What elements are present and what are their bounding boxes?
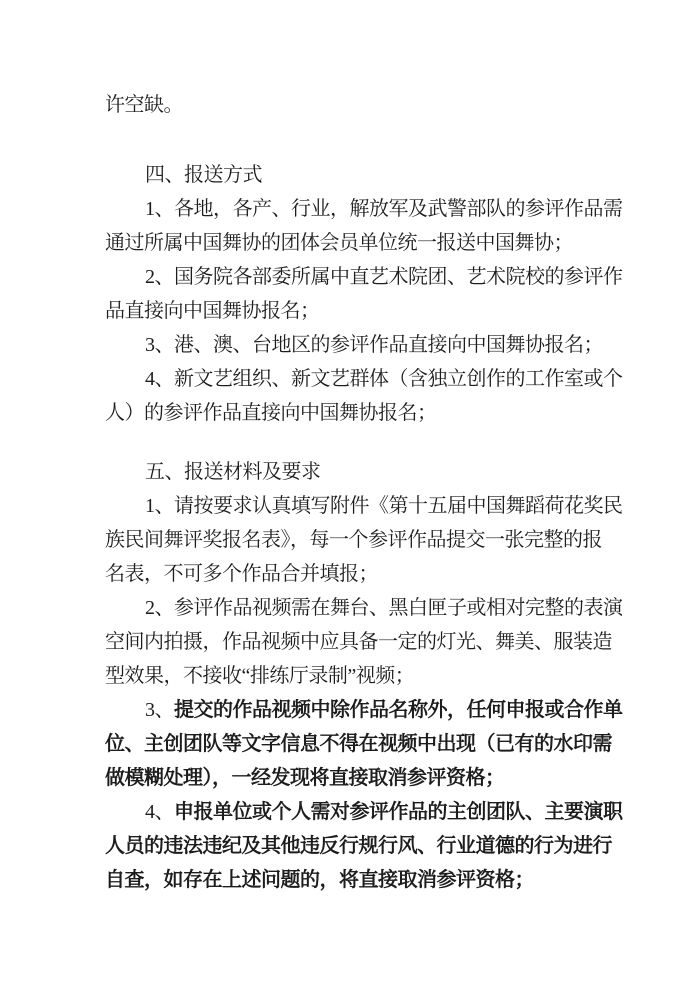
text-line: [105, 294, 605, 328]
line-text: 1、请按要求认真填写附件《第十五届中国舞蹈荷花奖民: [145, 495, 623, 517]
line-text: 3、: [145, 699, 174, 721]
text-line: [105, 226, 605, 260]
text-line: [105, 396, 605, 430]
line-text: 位、主创团队等文字信息不得在视频中出现（已有的水印需: [105, 733, 612, 755]
line-text: 1、各地，各产、行业，解放军及武警部队的参评作品需: [145, 198, 623, 220]
text-line: [105, 88, 605, 122]
line-text: 申报单位或个人需对参评作品的主创团队、主要演职: [174, 801, 623, 823]
line-text: 品直接向中国舞协报名；: [105, 300, 320, 322]
line-text: 人员的违法违纪及其他违反行规行风、行业道德的行为进行: [105, 835, 612, 857]
text-line: [105, 557, 605, 591]
text-line: [105, 693, 623, 727]
text-line: [105, 795, 623, 829]
text-line: [105, 727, 612, 761]
line-text: 4、: [145, 801, 174, 823]
line-text: 名表，不可多个作品合并填报；: [105, 563, 378, 585]
line-text: 四、报送方式: [145, 164, 262, 186]
text-line: [105, 455, 605, 489]
line-text: 空间内拍摄，作品视频中应具备一定的灯光、舞美、服装造: [105, 631, 612, 653]
text-line: [105, 829, 612, 863]
line-text: 提交的作品视频中除作品名称外，任何申报或合作单: [174, 699, 623, 721]
text-line: [105, 192, 623, 226]
text-line: [105, 158, 605, 192]
text-line: [105, 328, 605, 362]
line-text: 4、新文艺组织、新文艺群体（含独立创作的工作室或个: [145, 368, 623, 390]
text-line: [105, 591, 623, 625]
text-line: [105, 625, 612, 659]
line-text: 自查，如存在上述问题的，将直接取消参评资格；: [105, 869, 534, 891]
text-line: [105, 761, 605, 795]
text-line: [105, 260, 623, 294]
document-text: [105, 88, 623, 897]
text-line: [105, 659, 605, 693]
line-text: 2、国务院各部委所属中直艺术院团、艺术院校的参评作: [145, 266, 623, 288]
line-text: 3、港、澳、台地区的参评作品直接向中国舞协报名；: [145, 334, 603, 356]
line-text: 许空缺。: [105, 94, 183, 116]
line-text: 做模糊处理），一经发现将直接取消参评资格；: [105, 767, 505, 789]
line-text: 2、参评作品视频需在舞台、黑白匣子或相对完整的表演: [145, 597, 623, 619]
text-line: [105, 362, 623, 396]
text-line: [105, 523, 605, 557]
line-text: 族民间舞评奖报名表》，每一个参评作品提交一张完整的报: [105, 529, 602, 551]
line-text: 人）的参评作品直接向中国舞协报名；: [105, 402, 437, 424]
line-text: 型效果，不接收“排练厅录制”视频；: [105, 665, 415, 687]
line-text: 五、报送材料及要求: [145, 461, 321, 483]
line-text: 通过所属中国舞协的团体会员单位统一报送中国舞协；: [105, 232, 573, 254]
text-line: [105, 489, 623, 523]
text-line: [105, 863, 605, 897]
